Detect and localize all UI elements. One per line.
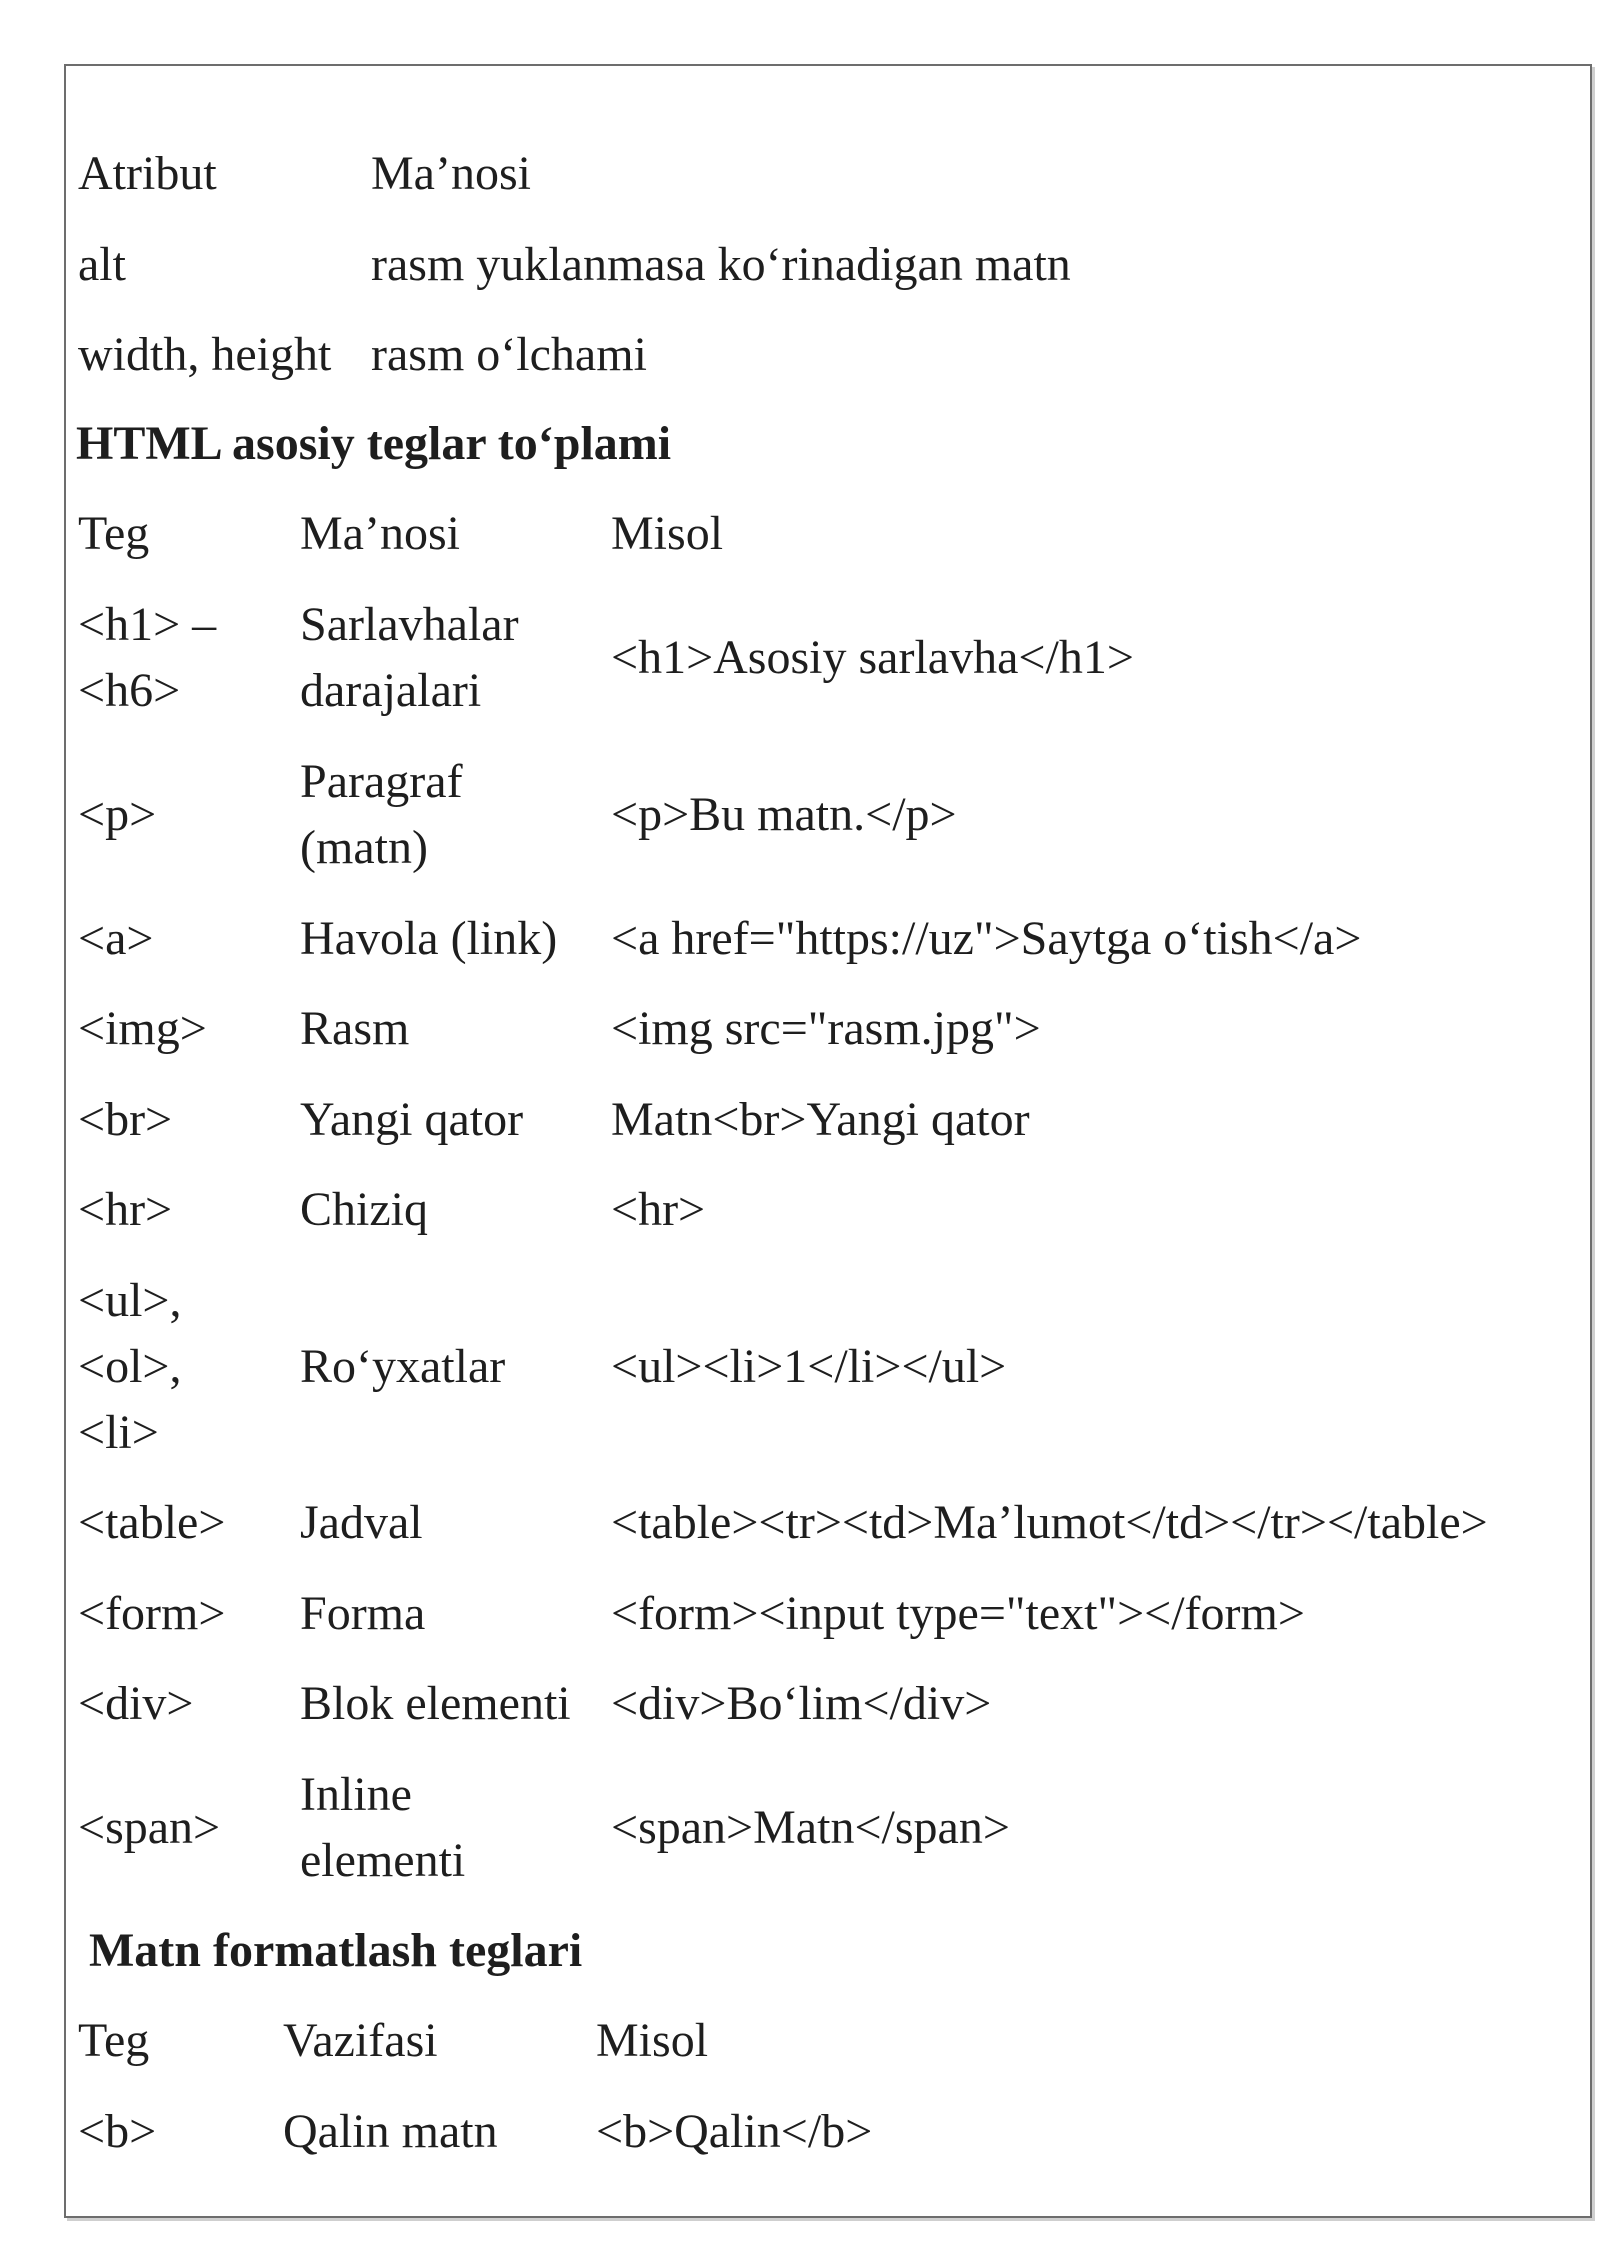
- tag-cell: <li>: [78, 1406, 159, 1459]
- tag-cell: <h6>: [78, 664, 181, 717]
- tag-cell: <table>: [78, 1496, 226, 1549]
- meaning-cell: Forma: [300, 1587, 426, 1640]
- tag-cell: <span>: [78, 1801, 221, 1854]
- example-cell: <h1>Asosiy sarlavha</h1>: [611, 631, 1134, 684]
- meaning-cell: Havola (link): [300, 912, 558, 965]
- example-cell: <hr>: [611, 1183, 706, 1236]
- tag-cell: <div>: [78, 1677, 194, 1730]
- example-cell: <table><tr><td>Ma’lumot</td></tr></table>: [611, 1496, 1488, 1549]
- meaning-cell: Ro‘yxatlar: [300, 1340, 506, 1393]
- example-cell: <img src="rasm.jpg">: [611, 1002, 1041, 1055]
- attr-row-alt-meaning: rasm yuklanmasa ko‘rinadigan matn: [371, 238, 1071, 291]
- meaning-cell: Inline: [300, 1768, 412, 1821]
- tags-header-manosi: Ma’nosi: [300, 507, 460, 560]
- meaning-cell: Blok elementi: [300, 1677, 571, 1730]
- meaning-cell: Chiziq: [300, 1183, 428, 1236]
- tag-cell: <br>: [78, 1093, 173, 1146]
- meaning-cell: Sarlavhalar: [300, 598, 519, 651]
- example-cell: <ul><li>1</li></ul>: [611, 1340, 1007, 1393]
- tag-cell: <hr>: [78, 1183, 173, 1236]
- tag-cell: <h1> –: [78, 598, 217, 651]
- meaning-cell: Jadval: [300, 1496, 423, 1549]
- meaning-cell: Paragraf: [300, 755, 463, 808]
- format-header-misol: Misol: [596, 2014, 709, 2067]
- format-header-vazifasi: Vazifasi: [283, 2014, 438, 2067]
- attr-row-size-meaning: rasm o‘lchami: [371, 328, 647, 381]
- attr-header-manosi: Ma’nosi: [371, 147, 531, 200]
- example-cell: <p>Bu matn.</p>: [611, 788, 957, 841]
- tags-header-misol: Misol: [611, 507, 724, 560]
- tag-cell: <ul>,: [78, 1274, 182, 1327]
- example-cell: <span>Matn</span>: [611, 1801, 1010, 1854]
- meaning-cell: darajalari: [300, 664, 482, 717]
- meaning-cell: (matn): [300, 821, 428, 874]
- format-header-teg: Teg: [78, 2014, 150, 2067]
- meaning-cell: elementi: [300, 1834, 466, 1887]
- attr-header-atribut: Atribut: [78, 147, 217, 200]
- tags-header-teg: Teg: [78, 507, 150, 560]
- attr-row-alt-name: alt: [78, 238, 126, 291]
- meaning-cell: Rasm: [300, 1002, 410, 1055]
- example-cell: Matn<br>Yangi qator: [611, 1093, 1030, 1146]
- meaning-cell: Qalin matn: [283, 2105, 498, 2158]
- section-title-html-tags: HTML asosiy teglar to‘plami: [76, 417, 672, 470]
- tag-cell: <img>: [78, 1002, 207, 1055]
- tag-cell: <p>: [78, 788, 157, 841]
- tag-cell: <a>: [78, 912, 154, 965]
- example-cell: <b>Qalin</b>: [596, 2105, 873, 2158]
- meaning-cell: Yangi qator: [300, 1093, 524, 1146]
- section-title-text-formatting: Matn formatlash teglari: [89, 1924, 583, 1977]
- example-cell: <form><input type="text"></form>: [611, 1587, 1305, 1640]
- tag-cell: <b>: [78, 2105, 157, 2158]
- example-cell: <div>Bo‘lim</div>: [611, 1677, 992, 1730]
- tag-cell: <form>: [78, 1587, 226, 1640]
- tag-cell: <ol>,: [78, 1340, 182, 1393]
- example-cell: <a href="https://uz">Saytga o‘tish</a>: [611, 912, 1362, 965]
- attr-row-size-name: width, height: [78, 328, 332, 381]
